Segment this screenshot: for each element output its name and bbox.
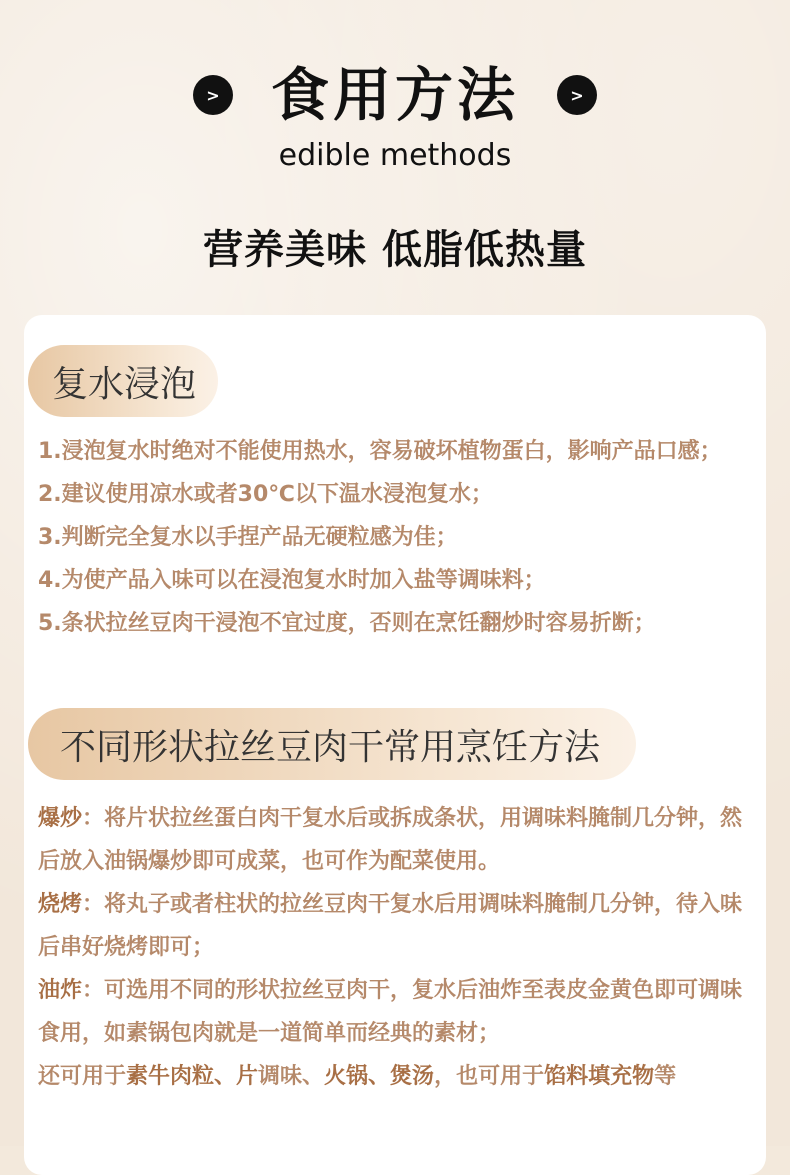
section-heading-soak [28,345,218,417]
section-heading-cooking [28,708,636,780]
method-name: 爆炒 [38,806,83,831]
method-name: 油炸 [38,978,83,1003]
extra-highlight: 馅料填充物 [544,1064,655,1089]
cooking-method-grill [38,883,748,969]
extra-highlight: 火锅、煲汤 [324,1064,435,1089]
method-text: ：将片状拉丝蛋白肉干复水后或拆成条状，用调味料腌制几分钟，然后放入油锅爆炒即可成菜，也可作为配菜使用。 [38,806,743,874]
method-name: 烧烤 [38,892,83,917]
section-heading-cooking-label: 不同形状拉丝豆肉干常用烹饪方法 [60,726,601,768]
cooking-extra-uses [38,1055,748,1098]
soak-item: 2.建议使用凉水或者30℃以下温水浸泡复水； [38,482,493,507]
soak-item: 3.判断完全复水以手捏产品无硬粒感为佳； [38,525,458,550]
extra-prefix: 还可用于 [38,1064,127,1089]
page-subtitle: edible methods [278,138,512,173]
chevron-right-icon: > [557,75,597,115]
extra-highlight: 素牛肉粒、片 [126,1064,259,1089]
section-heading-soak-label: 复水浸泡 [52,363,197,405]
soak-item: 1.浸泡复水时绝对不能使用热水，容易破坏植物蛋白，影响产品口感； [38,439,722,464]
soak-instructions [38,430,748,645]
header [0,55,790,135]
chevron-right-icon: > [193,75,233,115]
soak-item: 5.条状拉丝豆肉干浸泡不宜过度，否则在烹饪翻炒时容易折断； [38,611,656,636]
extra-suffix: 等 [654,1064,677,1089]
cooking-method-stir-fry [38,797,748,883]
extra-text: ，也可用于 [434,1064,545,1089]
method-text: ：可选用不同的形状拉丝豆肉干，复水后油炸至表皮金黄色即可调味食用，如素锅包肉就是一道简单而经典的素材； [38,978,743,1046]
extra-text: 调味、 [258,1064,325,1089]
tagline: 营养美味 低脂低热量 [203,227,587,273]
cooking-method-deep-fry [38,969,748,1055]
cooking-methods [38,797,748,1098]
method-text: ：将丸子或者柱状的拉丝豆肉干复水后用调味料腌制几分钟，待入味后串好烧烤即可； [38,892,743,960]
page-title: 食用方法 [270,61,519,129]
soak-item: 4.为使产品入味可以在浸泡复水时加入盐等调味料； [38,568,546,593]
